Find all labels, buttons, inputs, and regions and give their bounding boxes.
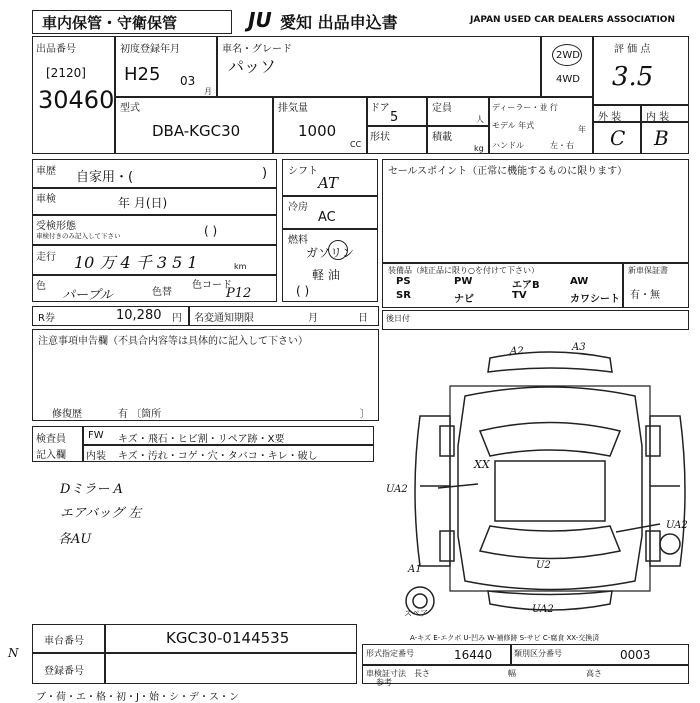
fw-tag: FW [88, 430, 104, 441]
mark-a3-top: A3 [572, 342, 586, 353]
chassis-value: KGC30-0144535 [166, 629, 290, 647]
recycle-unit: 円 [172, 313, 182, 324]
drive-2wd: 2WD [556, 50, 580, 61]
shift-label: シフト [288, 166, 318, 177]
capacity-label: 定員 [432, 103, 452, 114]
receipt-label: 受検形態 [36, 221, 76, 232]
handwritten-note-2: エアバッグ 左 [60, 506, 142, 521]
registration-label: 登録番号 [44, 666, 84, 677]
damage-legend: A-キズ E-エクボ U-凹み W-補修跡 S-サビ C-腐食 XX-交換済 [410, 634, 600, 642]
year-unit: 年 [578, 125, 586, 134]
recycle-amount: 10,280 [116, 308, 162, 323]
mark-ua2-bottom: UA2 [532, 604, 554, 615]
dealer-label: ディーラー・並 行 [492, 103, 558, 112]
first-reg-label: 初度登録年月 [120, 44, 180, 55]
mark-a2-top: A2 [510, 346, 524, 357]
storage-label: 車内保管・守衛保管 [42, 14, 178, 32]
color-value: パープル [62, 288, 113, 303]
lot-bracket: [2120] [46, 66, 86, 80]
form-title: 愛知 出品申込書 [280, 13, 398, 32]
inspector-label-1: 検査員 [36, 434, 66, 445]
ju-logo: JU [248, 8, 272, 32]
handle-options: 左・右 [550, 141, 574, 150]
displacement-unit: CC [350, 140, 362, 149]
equipment-item: エアB [512, 280, 540, 291]
class-label: 類別区分番号 [514, 649, 562, 658]
mark-xx: XX [474, 458, 490, 471]
interior-grade: B [654, 126, 669, 150]
association-name: JAPAN USED CAR DEALERS ASSOCIATION [470, 15, 675, 25]
receipt-paren: ( ) [204, 224, 218, 238]
ac-value: AC [318, 210, 336, 225]
color-code-label: 色コード [192, 280, 232, 291]
shift-value: AT [318, 174, 339, 192]
car-damage-diagram [380, 336, 700, 636]
deadline-label: 名変通知期限 [194, 313, 254, 324]
usage-close: ) [262, 166, 268, 181]
shape-label: 形状 [370, 132, 390, 143]
handwritten-note-3: 各AU [58, 532, 92, 547]
grade-label: 評 価 点 [614, 44, 651, 55]
load-label: 積載 [432, 132, 452, 143]
fuel-gas-circle [328, 240, 348, 260]
drive-4wd: 4WD [556, 74, 580, 85]
inspector-label-2: 記入欄 [36, 450, 66, 461]
lot-number-label: 出品番号 [36, 44, 76, 55]
color-change-label: 色替 [152, 287, 172, 298]
inspection-value: 年 月(日) [118, 196, 168, 210]
exterior-label: 外 装 [598, 112, 622, 123]
fw-line: キズ・飛石・ヒビ割・リペア跡・X要 [118, 434, 285, 445]
equipment-item: PW [454, 276, 473, 287]
usage-value: 自家用・( [76, 170, 134, 185]
bottom-row: ブ・荷・エ・格・初・J・始・シ・デ・ス・ン [36, 692, 239, 703]
receipt-note: 車検付きのみ記入して下さい [36, 232, 121, 240]
displacement-value: 1000 [298, 122, 337, 140]
first-reg-year: H25 [124, 64, 161, 85]
mark-ua2-left: UA2 [386, 484, 408, 495]
chassis-label: 車台番号 [44, 636, 84, 647]
ac-label: 冷房 [288, 202, 308, 213]
fuel-gas: ガソリン [306, 246, 355, 260]
margin-mark: N [8, 646, 19, 660]
interior-label: 内 装 [646, 112, 670, 123]
model-name-label: 車名・グレード [222, 44, 292, 55]
class-value: 0003 [620, 648, 651, 662]
usage-label: 車歴 [36, 166, 56, 177]
handwritten-note-1: Dミラー A [60, 482, 123, 497]
repair-label: 修復歴 [52, 409, 82, 420]
mark-u2: U2 [536, 560, 551, 571]
doors-value: 5 [390, 110, 399, 125]
lot-number: 30460 [38, 86, 115, 114]
drive-2wd-circle [552, 44, 582, 66]
spec-label: 形式指定番号 [366, 649, 414, 658]
deadline-month: 月 [308, 313, 318, 324]
fuel-label: 燃料 [288, 235, 308, 246]
deadline-day: 日 [358, 313, 368, 324]
dim-ref: 参考 [376, 678, 392, 687]
recycle-label: R券 [38, 313, 55, 324]
model-year-label: モデル 年式 [492, 121, 535, 130]
interior-line: キズ・汚れ・コゲ・穴・タバコ・キレ・破し [118, 451, 318, 462]
dim-height: 高さ [586, 669, 602, 678]
equipment-label: 装備品（純正品に限り○を付けて下さい） [388, 266, 539, 275]
type-value: DBA-KGC30 [152, 122, 241, 140]
type-label: 型式 [120, 103, 140, 114]
mark-a1: A1 [408, 564, 422, 575]
notes-label: 注意事項申告欄（不具合内容等は具体的に記入して下さい） [38, 336, 308, 347]
mileage-unit: km [234, 262, 247, 271]
interior-tag: 内装 [86, 451, 106, 462]
dim-width: 幅 [508, 669, 516, 678]
new-warranty-value: 有・無 [630, 290, 660, 301]
mileage-value: 10 万 4 千 3 5 1 [74, 253, 198, 272]
after-fit-block [382, 310, 689, 330]
equipment-item: AW [570, 276, 589, 287]
displacement-label: 排気量 [278, 103, 308, 114]
exterior-grade: C [610, 126, 626, 150]
color-code: P12 [226, 286, 252, 301]
spec-value: 16440 [454, 648, 493, 662]
after-fit-label: 後日付 [386, 314, 410, 323]
equipment-item: カワシート [570, 294, 620, 305]
capacity-unit: 人 [476, 115, 484, 124]
color-label: 色 [36, 281, 46, 292]
model-name: パッソ [228, 57, 277, 76]
equipment-item: SR [396, 290, 411, 301]
doors-label: ドア [370, 103, 390, 114]
spare-label: スペア [404, 609, 428, 618]
mileage-label: 走行 [36, 252, 56, 263]
equipment-item: ナビ [454, 294, 474, 305]
sales-label: セールスポイント（正常に機能するものに限ります） [388, 166, 628, 177]
grade-score: 3.5 [612, 62, 654, 92]
repair-close: 〕 [360, 409, 370, 420]
inspection-label: 車検 [36, 194, 56, 205]
fuel-diesel: 軽 油 [312, 268, 340, 282]
handle-label: ハンドル [492, 141, 524, 150]
first-reg-month: 03 [180, 74, 196, 88]
equipment-item: TV [512, 290, 527, 301]
first-reg-month-unit: 月 [204, 87, 212, 96]
dim-length: 長さ [414, 669, 430, 678]
repair-value: 有 〔箇所 [118, 409, 162, 420]
fuel-paren: ( ) [296, 284, 310, 298]
mark-ua2-right: UA2 [666, 520, 688, 531]
load-unit: kg [474, 144, 484, 153]
dim-label: 車検証寸法 [366, 669, 406, 678]
new-warranty-label: 新車保証書 [628, 266, 668, 275]
equipment-item: PS [396, 276, 411, 287]
